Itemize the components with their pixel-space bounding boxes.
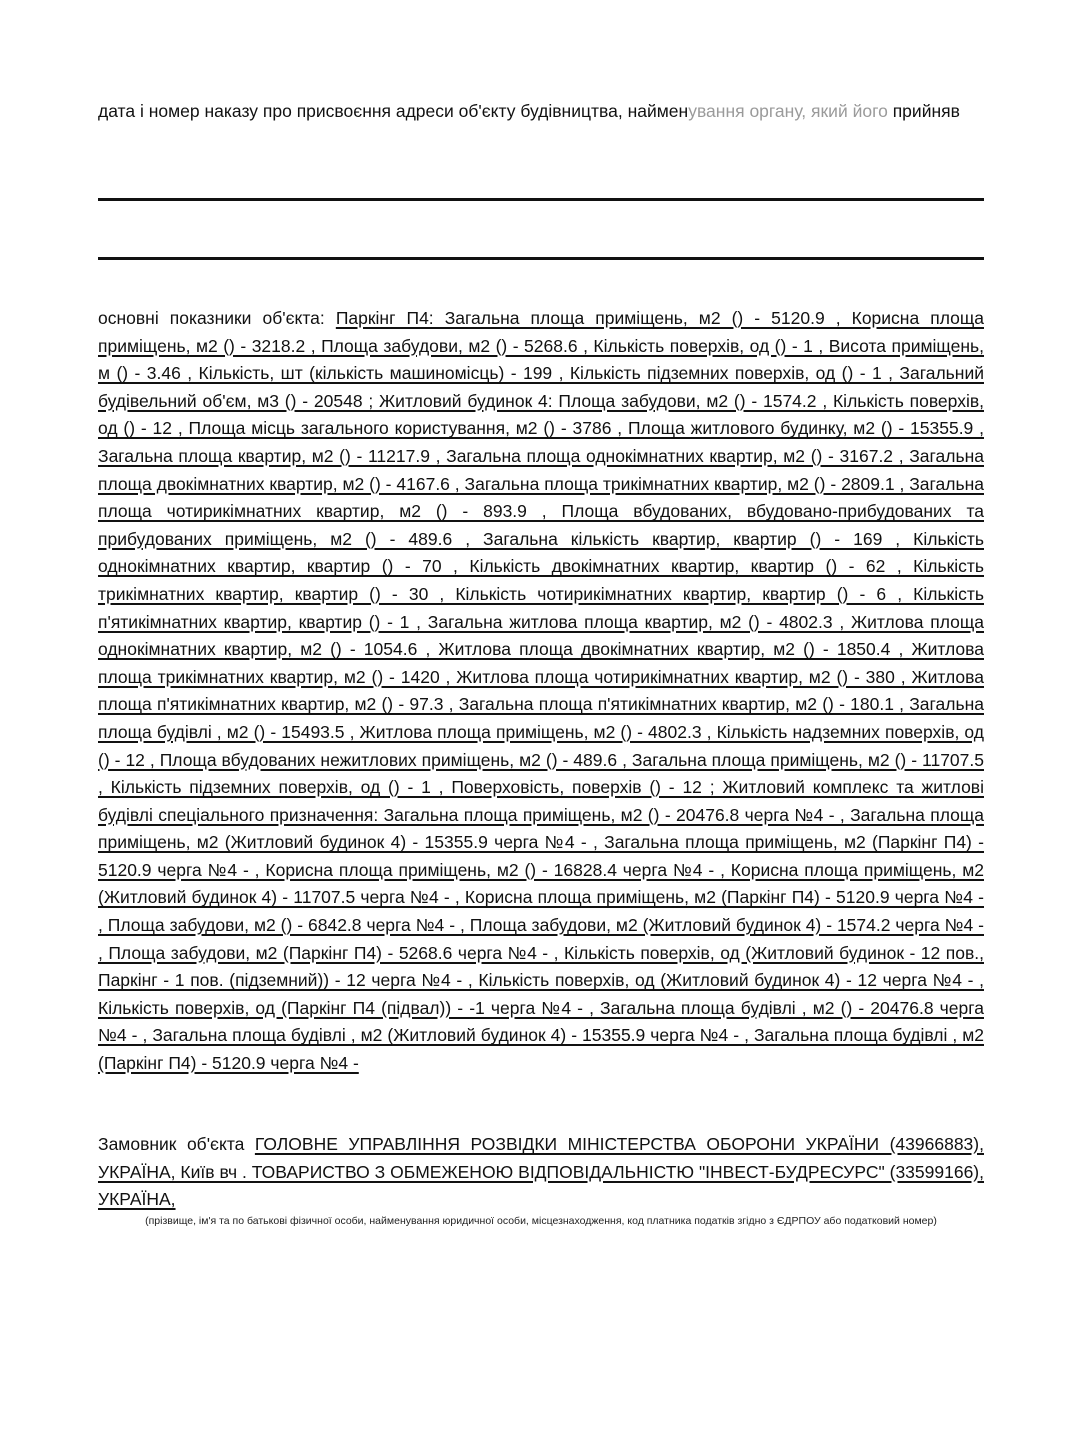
indicators-value: Паркінг П4: Загальна площа приміщень, м2 () - 5120.9 , Корисна площа приміщень, м2 () - 3218.2 , Площа забудови, м2 () - 5268.6 , Кількість поверхів, од () - 1 , Висота приміщень, м () - 3.46 , Кількість, шт (кількість машиномісць) - 199 , Кількість підземних поверхів, од () - 1 , Загальний будівельний об'єм, м3 () - 20548 ; Житловий будинок 4: Площа забудови, м2 () - 1574.2 , Кількість поверхів, од () - 12 , Площа місць загального користування, м2 () - 3786 , Площа житлового будинку, м2 () - 15355.9 , Загальна площа квартир, м2 () - 11217.9 , Загальна площа однокімнатних квартир, м2 () - 3167.2 , Загальна площа двокімнатних квартир, м2 () - 4167.6 , Загальна площа трикімнатних квартир, м2 () - 2809.1 , Загальна площа чотирикімнатних квартир, м2 () - 893.9 , Площа вбудованих, вбудовано-прибудованих та прибудованих приміщень, м2 () - 489.6 , Загальна кількість квартир, квартир () - 169 , Кількість однокімнатних квартир, квартир () - 70 , Кількість двокімнатних квартир, квартир () - 62 , Кількість трикімнатних квартир, квартир () - 30 , Кількість чотирикімнатних квартир, квартир () - 6 , Кількість п'ятикімнатних квартир, квартир () - 1 , Загальна житлова площа квартир, м2 () - 4802.3 , Житлова площа однокімнатних квартир, м2 () - 1054.6 , Житлова площа двокімнатних квартир, м2 () - 1850.4 , Житлова площа трикімнатних квартир, м2 () - 1420 , Житлова площа чотирикімнатних квартир, м2 () - 380 , Житлова площа п'ятикімнатних квартир, м2 () - 97.3 , Загальна площа п'ятикімнатних квартир, м2 () - 180.1 , Загальна площа будівлі , м2 () - 15493.5 , Житлова площа приміщень, м2 () - 4802.3 , Кількість надземних поверхів, од () - 12 , Площа вбудованих нежитлових приміщень, м2 () - 489.6 , Загальна площа приміщень, м2 () - 11707.5 , Кількість підземних поверхів, од () - 1 , Поверховість, поверхів () - 12 ; Житловий комплекс та житлові будівлі спеціального призначення: Загальна площа приміщень, м2 () - 20476.8 черга №4 - , Загальна площа приміщень, м2 (Житловий будинок 4) - 15355.9 черга №4 - , Загальна площа приміщень, м2 (Паркінг П4) - 5120.9 черга №4 - , Корисна площа приміщень, м2 () - 16828.4 черга №4 - , Корисна площа приміщень, м2 (Житловий будинок 4) - 11707.5 черга №4 - , Корисна площа приміщень, м2 (Паркінг П4) - 5120.9 черга №4 - , Площа забудови, м2 () - 6842.8 черга №4 - , Площа забудови, м2 (Житловий будинок 4) - 1574.2 черга №4 - , Площа забудови, м2 (Паркінг П4) - 5268.6 черга №4 - , Кількість поверхів, од (Житловий будинок - 12 пов., Паркінг - 1 пов. (підземний)) - 12 черга №4 - , Кількість поверхів, од (Житловий будинок 4) - 12 черга №4 - , Кількість поверхів, од (Паркінг П4 (підвал)) - -1 черга №4 - , Загальна площа будівлі , м2 () - 20476.8 черга №4 - , Загальна площа будівлі , м2 (Житловий будинок 4) - 15355.9 черга №4 - , Загальна площа будівлі , м2 (Паркінг П4) - 5120.9 черга №4 -	[98, 308, 984, 1074]
order-date-number-paragraph	[98, 98, 984, 126]
indicators-label: основні показники об'єкта:	[98, 308, 325, 328]
blank-fill-line-1	[98, 198, 984, 201]
order-label-faded: ування органу, який його	[688, 101, 888, 121]
object-indicators-paragraph	[98, 305, 984, 1078]
customer-value: ГОЛОВНЕ УПРАВЛІННЯ РОЗВІДКИ МІНІСТЕРСТВА ОБОРОНИ УКРАЇНИ (43966883), УКРАЇНА, Київ вч . ТОВАРИСТВО З ОБМЕЖЕНОЮ ВІДПОВІДАЛЬНІСТЮ "ІНВЕСТ-БУДРЕСУРС" (33599166), УКРАЇНА,	[98, 1134, 984, 1210]
object-customer-paragraph	[98, 1131, 984, 1214]
order-label-end: прийняв	[892, 101, 960, 121]
customer-label: Замовник об'єкта	[98, 1134, 245, 1154]
customer-caption: (прізвище, ім'я та по батькові фізичної особи, найменування юридичної особи, місцезнаходження, код платника податків згідно з ЄДРПОУ або податковий номер)	[145, 1215, 937, 1227]
order-label: дата і номер наказу про присвоєння адреси об'єкту будівництва, наймен	[98, 101, 689, 121]
blank-fill-line-2	[98, 257, 984, 260]
